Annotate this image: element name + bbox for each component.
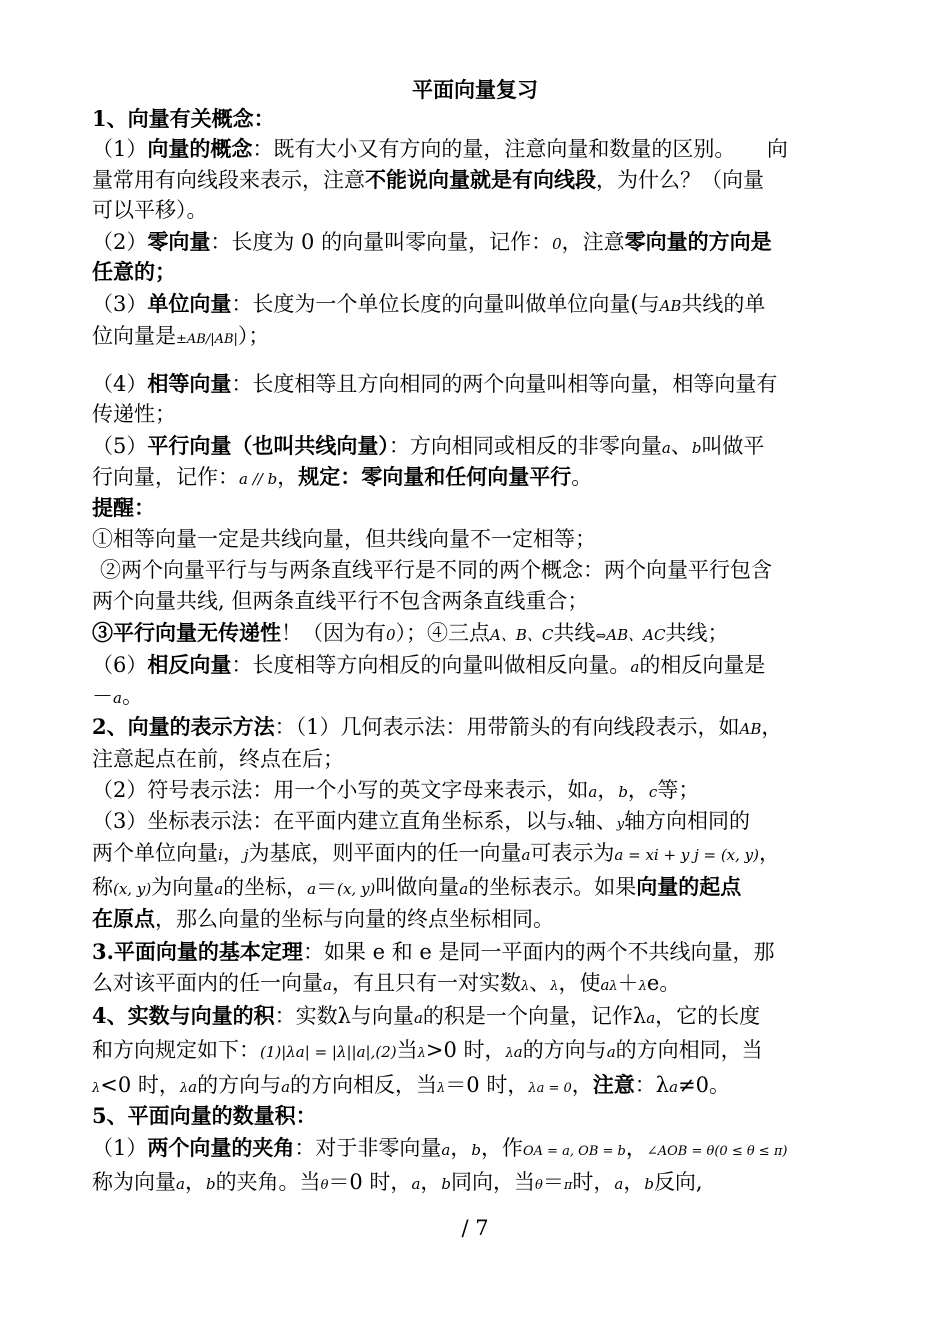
para-vector-concept-2 <box>92 165 862 195</box>
text: ）； <box>237 324 270 348</box>
math: 0 <box>386 626 396 644</box>
text: 的方向相同，当 <box>615 1038 763 1062</box>
text: ，有且只有一对实数 <box>331 971 521 995</box>
text: 的积是一个向量，记作λ <box>422 1004 647 1028</box>
math: λ <box>417 1046 426 1061</box>
text: 称 <box>92 875 113 899</box>
math: (0 ≤ θ ≤ π) <box>714 1144 788 1159</box>
term: 相等向量 <box>147 371 232 396</box>
text: 量常用有向线段来表示，注意 <box>92 168 365 192</box>
math: λ <box>550 979 559 994</box>
para-zero-vector-2: 任意的； <box>92 259 176 284</box>
math: a <box>411 1175 421 1193</box>
text: ， <box>627 778 649 802</box>
math: a <box>513 1043 523 1061</box>
text: ，作 <box>480 1136 523 1160</box>
math: b <box>691 439 702 457</box>
section-5-line-2 <box>92 1167 862 1201</box>
text: ≠0。 <box>678 1073 730 1097</box>
section-2-line-5 <box>92 838 862 870</box>
text: ：长度相等且方向相同的两个向量叫相等向量，相等向量有 <box>231 372 778 396</box>
text: ！（因为有 <box>281 621 386 645</box>
text: － <box>92 684 113 708</box>
math: b <box>618 783 628 801</box>
math: x <box>567 817 575 832</box>
text: ， <box>450 1136 472 1160</box>
math: y <box>616 817 625 832</box>
math: ±AB/|AB| <box>176 332 238 347</box>
text: 时， <box>572 1170 615 1194</box>
para-opposite-vector <box>92 650 862 682</box>
text: ：λ <box>634 1073 670 1097</box>
text: 为向量 <box>151 875 215 899</box>
text: 。 <box>659 971 681 995</box>
heading: 4、实数与向量的积 <box>92 1003 275 1028</box>
math: a <box>646 1009 656 1027</box>
emphasis: 注意 <box>592 1072 635 1097</box>
text: 为基底，则平面内的任一向量 <box>248 841 522 865</box>
section-2-line-3 <box>92 775 862 807</box>
math: a <box>413 1009 423 1027</box>
text: 么对该平面内的任一向量 <box>92 971 323 995</box>
text: 等； <box>657 778 700 802</box>
term: 相反向量 <box>147 652 232 677</box>
text: ：长度为一个单位长度的向量叫做单位向量(与 <box>231 292 660 316</box>
text: ＝ <box>316 875 338 899</box>
math: A、B、C <box>490 626 554 644</box>
text: ：长度相等方向相反的向量叫做相反向量。 <box>231 653 631 677</box>
emphasis: 零向量的方向是 <box>624 229 772 254</box>
math: a // b <box>239 470 278 488</box>
text: ＝0 时， <box>328 1170 412 1194</box>
math: j <box>243 846 249 864</box>
section-5-line-1 <box>92 1133 862 1167</box>
math: λ <box>92 1081 101 1096</box>
text: ， <box>571 1073 593 1097</box>
emphasis: 规定：零向量和任何向量平行 <box>298 464 572 489</box>
para-parallel-vector <box>92 431 862 463</box>
text: ， <box>420 1170 442 1194</box>
math: a <box>323 976 332 994</box>
text: ：实数λ与向量 <box>274 1004 414 1028</box>
math: a <box>588 783 598 801</box>
math: a <box>307 880 317 898</box>
term: 平行向量（也叫共线向量） <box>147 433 389 458</box>
math: a <box>630 658 640 676</box>
section-2-line-2: 注意起点在前，终点在后； <box>92 747 344 771</box>
emphasis: 不能说向量就是有向线段 <box>365 167 596 192</box>
text: （2） <box>92 230 148 254</box>
math: a <box>113 689 122 707</box>
text: ：方向相同或相反的非零向量 <box>388 434 662 458</box>
tip-1: ①相等向量一定是共线向量，但共线向量不一定相等； <box>92 527 596 551</box>
text: <0 时， <box>100 1073 180 1097</box>
math: a <box>600 976 610 994</box>
math: π <box>563 1178 573 1193</box>
text: ，那么向量的坐标与向量的终点坐标相同。 <box>155 907 554 931</box>
math: b <box>471 1141 481 1159</box>
text: 的方向相反，当 <box>290 1073 438 1097</box>
math: a <box>606 1043 616 1061</box>
text: e <box>646 971 660 995</box>
math: a = xi + y j = (x, y) <box>614 846 760 864</box>
math: AB <box>739 720 762 738</box>
math: OA = a, OB = b <box>522 1144 626 1159</box>
math: a <box>614 1175 624 1193</box>
text: ：（1）几何表示法：用带箭头的有向线段表示，如 <box>274 715 740 739</box>
para-zero-vector <box>92 227 862 259</box>
section-4-line-1 <box>92 1001 862 1033</box>
math: θ <box>535 1178 543 1193</box>
section-2-line-6 <box>92 872 862 904</box>
math: a <box>669 1078 679 1096</box>
text: 的方向与 <box>522 1038 607 1062</box>
math: λa = 0 <box>528 1081 572 1096</box>
text: ）；④三点 <box>395 621 491 645</box>
para-opposite-vector-2 <box>92 681 862 713</box>
heading: 2、向量的表示方法 <box>92 714 275 739</box>
math: a <box>459 880 469 898</box>
text: ，为什么？（向量 <box>596 168 764 192</box>
text: ， <box>623 1170 645 1194</box>
section-4-line-2 <box>92 1035 862 1069</box>
text: 共线； <box>665 621 729 645</box>
tip-2b: 两个向量共线, 但两条直线平行不包含两条直线重合； <box>92 589 589 613</box>
para-vector-concept-3: 可以平移）。 <box>92 198 208 222</box>
section-2-line-1 <box>92 712 862 744</box>
math: θ <box>320 1178 329 1193</box>
text: 行向量，记作： <box>92 465 239 489</box>
text: 。 <box>571 465 593 489</box>
math: λ <box>437 1081 446 1096</box>
emphasis: ③平行向量无传递性 <box>92 620 281 645</box>
math: (1)|λa| = |λ||a|,(2) <box>260 1043 397 1061</box>
text: （2）符号表示法：用一个小写的英文字母来表示，如 <box>92 778 589 802</box>
section-2-line-7 <box>92 904 862 934</box>
math: a <box>281 1078 291 1096</box>
text: 和方向规定如下： <box>92 1038 260 1062</box>
text: ：长度为 0 的向量叫零向量，记作： <box>210 230 553 254</box>
text: 共线 <box>553 621 596 645</box>
math: b <box>441 1175 451 1193</box>
text: 的夹角。当 <box>215 1170 321 1194</box>
text: 轴方向相同的 <box>624 809 751 833</box>
para-equal-vector <box>92 369 862 399</box>
text: 轴、 <box>574 809 617 833</box>
text: 的坐标， <box>223 875 308 899</box>
math: b <box>205 1175 216 1193</box>
section-2-line-4 <box>92 806 862 840</box>
text: 反向, <box>653 1170 703 1194</box>
text: ，它的长度 <box>655 1004 761 1028</box>
text: ， <box>761 715 783 739</box>
symbol: ⇔ <box>595 629 607 644</box>
para-equal-vector-2: 传递性； <box>92 402 176 426</box>
math: AB、AC <box>606 626 666 644</box>
text: ，使 <box>558 971 601 995</box>
math: AB <box>659 297 682 315</box>
text: 共线的单 <box>681 292 766 316</box>
text: （1） <box>92 137 148 161</box>
text: 当 <box>396 1038 418 1062</box>
text: 称为向量 <box>92 1170 176 1194</box>
emphasis: 在原点 <box>92 906 155 931</box>
math: 0 <box>552 235 562 253</box>
emphasis: 向量的起点 <box>636 874 742 899</box>
para-unit-vector <box>92 289 862 321</box>
text: （3） <box>92 292 148 316</box>
text: 叫做平 <box>701 434 765 458</box>
section-3-line-2 <box>92 968 862 1002</box>
math: (x, y) <box>337 880 376 898</box>
text: 、 <box>529 971 551 995</box>
text: ，注意 <box>561 230 625 254</box>
text: 位向量是 <box>92 324 176 348</box>
text: ：对于非零向量 <box>294 1136 442 1160</box>
section-3-line-1 <box>92 937 862 967</box>
text: 、 <box>670 434 692 458</box>
text: 的方向与 <box>197 1073 282 1097</box>
page-number: / 7 <box>461 1216 489 1240</box>
text: （1） <box>92 1136 148 1160</box>
math: a <box>188 1078 198 1096</box>
text: ：如果 e 和 e 是同一平面内的两个不共线向量，那 <box>302 940 775 964</box>
text: 两个单位向量 <box>92 841 218 865</box>
math: λ <box>520 979 530 994</box>
term: 两个向量的夹角 <box>147 1135 295 1160</box>
text: ， <box>625 1136 647 1160</box>
text: 同向，当 <box>451 1170 535 1194</box>
text: ， <box>184 1170 206 1194</box>
math: c <box>648 783 658 801</box>
heading: 3.平面向量的基本定理 <box>92 939 303 964</box>
term: 向量的概念 <box>147 136 253 161</box>
text: ＋ <box>617 971 639 995</box>
text: （4） <box>92 372 148 396</box>
text: ， <box>277 465 299 489</box>
math: λ <box>609 979 618 994</box>
term: 单位向量 <box>147 291 232 316</box>
text: 。 <box>121 684 143 708</box>
text: ：既有大小又有方向的量，注意向量和数量的区别。 向 <box>252 137 788 161</box>
math: a <box>214 880 224 898</box>
math: λ <box>505 1046 514 1061</box>
text: （5） <box>92 434 148 458</box>
math: a <box>441 1141 451 1159</box>
text: 可表示为 <box>530 841 615 865</box>
math: ∠AOB = θ <box>646 1144 715 1159</box>
tip-heading: 提醒： <box>92 495 155 520</box>
term: 零向量 <box>147 229 211 254</box>
text: ＝0 时， <box>445 1073 529 1097</box>
text: ＝ <box>542 1170 564 1194</box>
text: 的相反向量是 <box>639 653 766 677</box>
para-unit-vector-2 <box>92 321 862 355</box>
para-parallel-vector-2 <box>92 462 862 494</box>
tip-3 <box>92 618 862 652</box>
text: 的坐标表示。如果 <box>468 875 637 899</box>
text: ， <box>222 841 244 865</box>
tip-2: ②两个向量平行与与两条直线平行是不同的两个概念：两个向量平行包含 <box>100 558 772 582</box>
math: a <box>661 439 671 457</box>
page-title: 平面向量复习 <box>412 77 538 102</box>
math: b <box>644 1175 654 1193</box>
section-1-heading: 1、向量有关概念： <box>92 106 275 131</box>
text: 叫做向量 <box>375 875 460 899</box>
math: λ <box>638 979 647 994</box>
para-vector-concept <box>92 134 862 164</box>
text: ， <box>759 841 781 865</box>
section-4-line-3 <box>92 1070 862 1104</box>
text: ， <box>597 778 619 802</box>
math: λ <box>179 1081 189 1096</box>
text: >0 时， <box>425 1038 506 1062</box>
text: （6） <box>92 653 148 677</box>
text: （3）坐标表示法：在平面内建立直角坐标系，以与 <box>92 809 568 833</box>
math: a <box>176 1175 185 1193</box>
math: a <box>521 846 531 864</box>
math: i <box>218 846 223 864</box>
math: (x, y) <box>113 880 152 898</box>
section-5-heading: 5、平面向量的数量积： <box>92 1103 317 1128</box>
